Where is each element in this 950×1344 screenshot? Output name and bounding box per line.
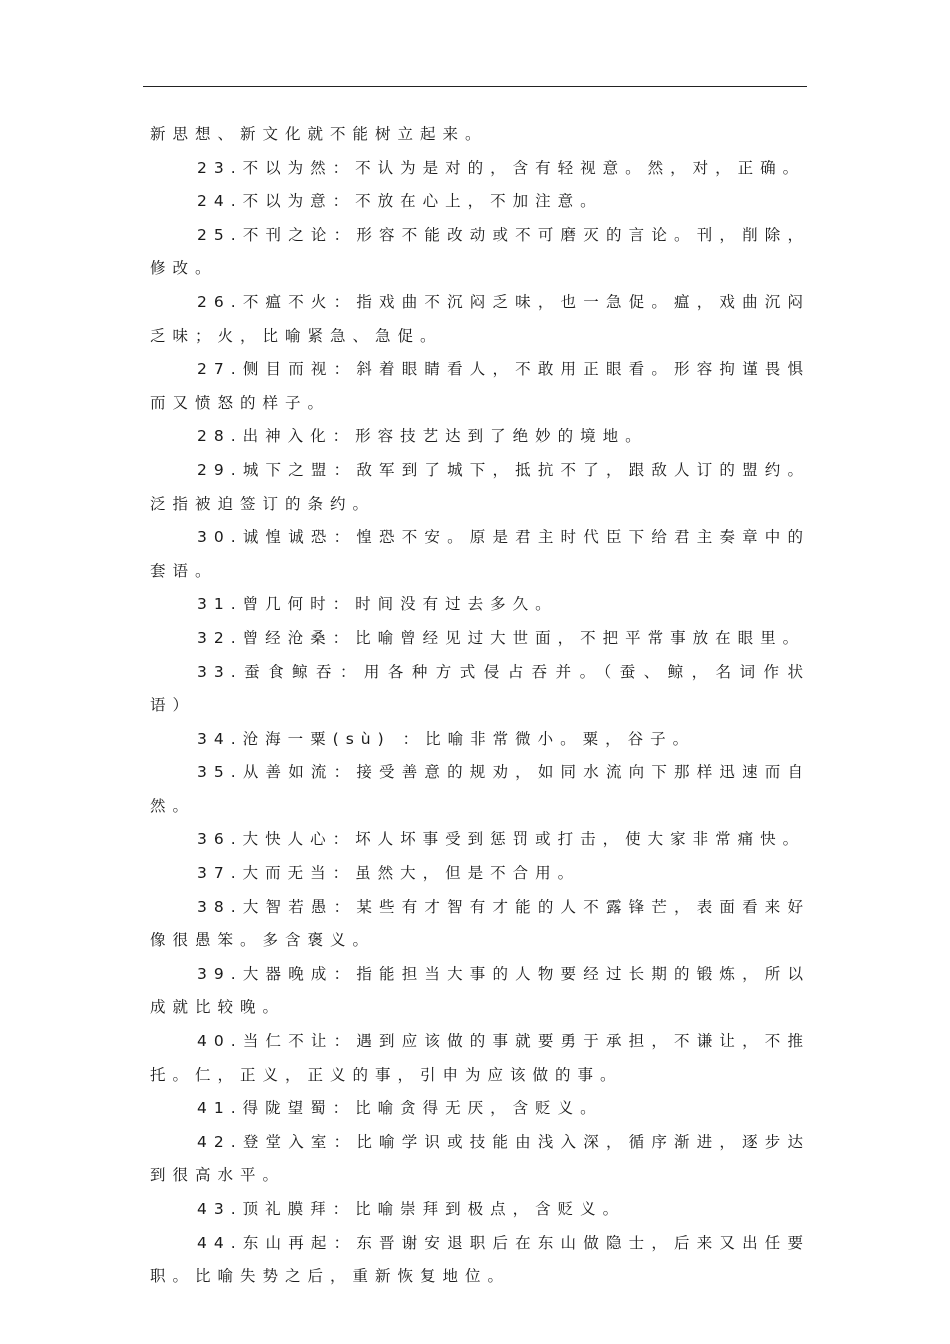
paragraph: 29.城下之盟：敌军到了城下，抵抗不了，跟敌人订的盟约。泛指被迫签订的条约。 bbox=[150, 460, 810, 513]
paragraph: 42.登堂入室：比喻学识或技能由浅入深，循序渐进，逐步达到很高水平。 bbox=[150, 1132, 810, 1185]
paragraph: 39.大器晚成：指能担当大事的人物要经过长期的锻炼，所以成就比较晚。 bbox=[150, 964, 810, 1017]
paragraph: 35.从善如流：接受善意的规劝，如同水流向下那样迅速而自然。 bbox=[150, 763, 810, 815]
paragraph: 32.曾经沧桑：比喻曾经见过大世面，不把平常事放在眼里。 bbox=[197, 628, 806, 647]
paragraph: 38.大智若愚：某些有才智有才能的人不露锋芒，表面看来好像很愚笨。多含褒义。 bbox=[150, 897, 810, 950]
paragraph: 33.蚕食鲸吞：用各种方式侵占吞并。（蚕、鲸，名词作状语） bbox=[150, 662, 810, 715]
paragraph: 26.不瘟不火：指戏曲不沉闷乏味，也一急促。瘟，戏曲沉闷乏味；火，比喻紧急、急促。 bbox=[150, 292, 810, 345]
paragraph: 43.顶礼膜拜：比喻崇拜到极点，含贬义。 bbox=[197, 1200, 626, 1218]
paragraph: 23.不以为然：不认为是对的，含有轻视意。然，对，正确。 bbox=[197, 158, 806, 177]
paragraph: 44.东山再起：东晋谢安退职后在东山做隐士，后来又出任要职。比喻失势之后，重新恢复地位。 bbox=[150, 1233, 810, 1286]
paragraph: 24.不以为意：不放在心上，不加注意。 bbox=[197, 192, 603, 211]
paragraph: 28.出神入化：形容技艺达到了绝妙的境地。 bbox=[197, 427, 648, 446]
header-rule bbox=[143, 86, 807, 87]
document-body bbox=[150, 118, 810, 1294]
paragraph: 27.侧目而视：斜着眼睛看人，不敢用正眼看。形容拘谨畏惧而又愤怒的样子。 bbox=[150, 360, 810, 412]
paragraph: 新思想、新文化就不能树立起来。 bbox=[150, 125, 488, 143]
paragraph: 30.诚惶诚恐：惶恐不安。原是君主时代臣下给君主奏章中的套语。 bbox=[150, 528, 810, 580]
paragraph: 36.大快人心：坏人坏事受到惩罚或打击，使大家非常痛快。 bbox=[197, 830, 806, 849]
paragraph: 41.得陇望蜀：比喻贪得无厌，含贬义。 bbox=[197, 1099, 603, 1118]
paragraph: 25.不刊之论：形容不能改动或不可磨灭的言论。刊，削除，修改。 bbox=[150, 225, 810, 278]
paragraph: 34.沧海一粟(sù) ：比喻非常微小。粟，谷子。 bbox=[197, 729, 696, 748]
paragraph: 31.曾几何时：时间没有过去多久。 bbox=[197, 595, 558, 614]
paragraph: 40.当仁不让：遇到应该做的事就要勇于承担，不谦让，不推托。仁，正义，正义的事，引申为应该做的事。 bbox=[150, 1032, 810, 1084]
paragraph: 37.大而无当：虽然大，但是不合用。 bbox=[197, 864, 581, 883]
